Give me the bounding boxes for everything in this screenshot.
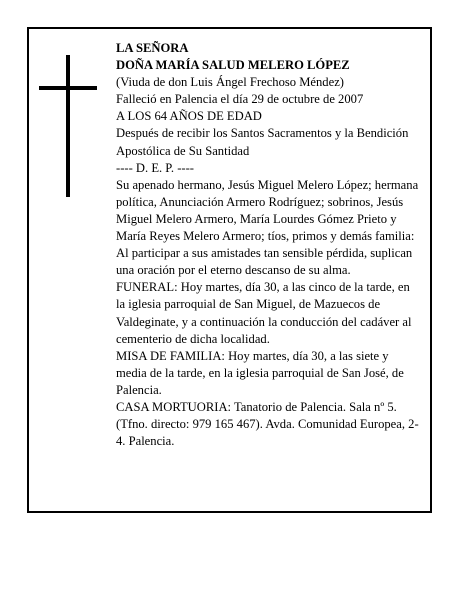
cross-vertical-bar — [66, 55, 70, 197]
age-at-death: A LOS 64 AÑOS DE EDAD — [116, 109, 262, 124]
mortuary-info: CASA MORTUORIA: Tanatorio de Palencia. Sala nº 5. (Tfno. directo: 979 165 467). Avda. Comunidad Europea, 2-4. Palencia. — [116, 399, 419, 449]
family-list: Su apenado hermano, Jesús Miguel Melero López; hermana política, Anunciación Armero Rodríguez; sobrinos, Jesús Miguel Melero Armero, María Lourdes Gómez Prieto y María Reyes Melero Armero; tíos, primos y demás familia: — [116, 177, 419, 244]
cross-horizontal-bar — [39, 86, 97, 90]
death-notice: Falleció en Palencia el día 29 de octubre de 2007 — [116, 92, 364, 107]
obituary-notice — [27, 27, 432, 513]
prayer-request: Al participar a sus amistades tan sensible pérdida, suplican una oración por el eterno descanso de su alma. — [116, 246, 413, 278]
funeral-info: FUNERAL: Hoy martes, día 30, a las cinco de la tarde, en la iglesia parroquial de San Miguel, de Mazuecos de Valdeginate, y a continuación la conducción del cadáver al cementerio de dicha localidad. — [116, 280, 412, 346]
deceased-name: DOÑA MARÍA SALUD MELERO LÓPEZ — [116, 58, 350, 73]
notice-title: LA SEÑORA — [116, 41, 189, 55]
family-mass-info: MISA DE FAMILIA: Hoy martes, día 30, a las siete y media de la tarde, en la iglesia parroquial de San José, de Palencia. — [116, 348, 404, 397]
widow-of: (Viuda de don Luis Ángel Frechoso Méndez) — [116, 75, 344, 90]
notice-text — [116, 40, 421, 450]
sacraments-note: Después de recibir los Santos Sacramentos y la Bendición Apostólica de Su Santidad — [116, 126, 409, 158]
rip-line: ---- D. E. P. ---- — [116, 160, 194, 175]
